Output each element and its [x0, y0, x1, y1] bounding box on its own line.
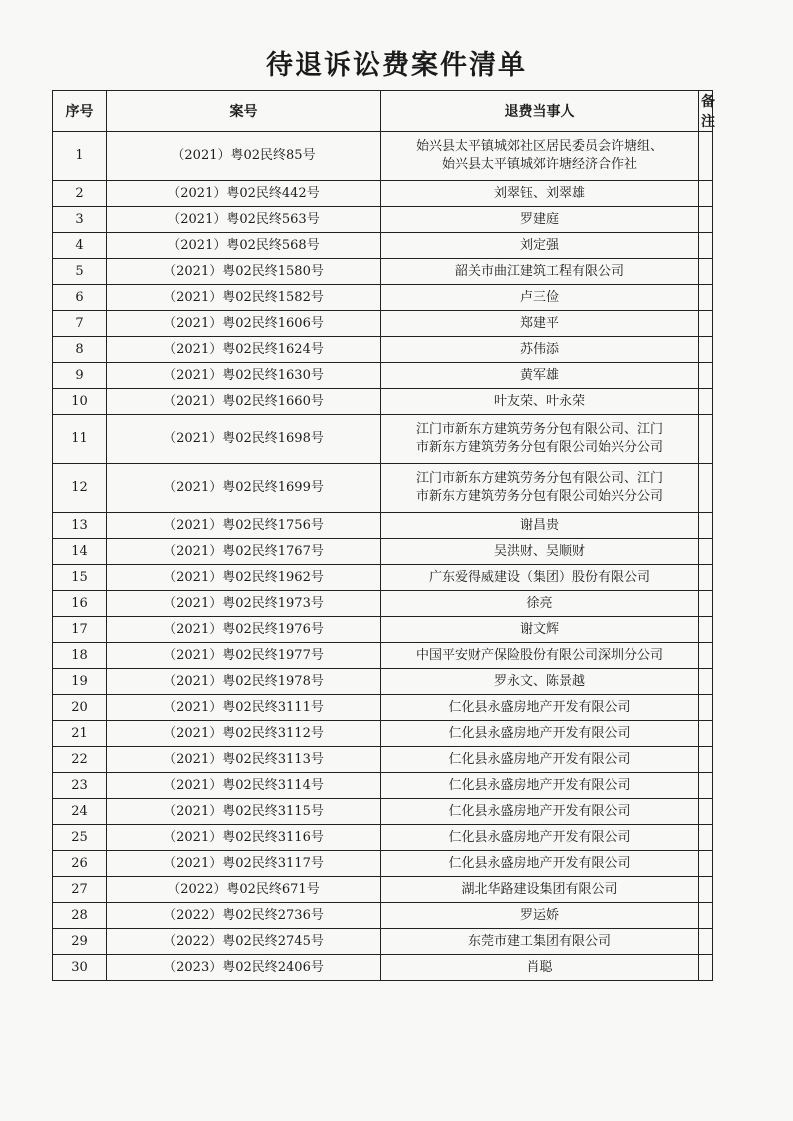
cell-remark: [699, 617, 713, 643]
cell-refund-party: [381, 643, 699, 669]
table-row: [53, 464, 713, 513]
cell-remark: [699, 929, 713, 955]
case-table: [52, 90, 713, 981]
cell-remark: [699, 513, 713, 539]
cell-remark: [699, 747, 713, 773]
cell-refund-party: [381, 903, 699, 929]
cell-seq: 16: [53, 591, 107, 617]
cell-remark: [699, 721, 713, 747]
table-row: [53, 747, 713, 773]
cell-seq: 7: [53, 311, 107, 337]
cell-case-number: （2021）粤02民终1978号: [107, 669, 381, 695]
table-row: [53, 539, 713, 565]
party-line: 中国平安财产保险股份有限公司深圳分公司: [415, 647, 663, 663]
party-line: 郑建平: [519, 315, 559, 331]
party-line: 湖北华路建设集团有限公司: [461, 881, 618, 897]
table-row: [53, 233, 713, 259]
table-row: [53, 415, 713, 464]
cell-case-number: （2021）粤02民终1582号: [107, 285, 381, 311]
cell-remark: [699, 337, 713, 363]
table-row: [53, 565, 713, 591]
cell-refund-party: [381, 747, 699, 773]
cell-remark: [699, 464, 713, 513]
cell-seq: 27: [53, 877, 107, 903]
table-row: [53, 903, 713, 929]
table-row: [53, 311, 713, 337]
cell-remark: [699, 851, 713, 877]
party-line: 肖聪: [526, 959, 553, 975]
cell-seq: 18: [53, 643, 107, 669]
cell-remark: [699, 389, 713, 415]
cell-seq: 24: [53, 799, 107, 825]
cell-seq: 12: [53, 464, 107, 513]
cell-case-number: （2021）粤02民终1976号: [107, 617, 381, 643]
cell-seq: 1: [53, 132, 107, 181]
cell-case-number: （2022）粤02民终2745号: [107, 929, 381, 955]
cell-remark: [699, 285, 713, 311]
table-row: [53, 617, 713, 643]
table-row: [53, 363, 713, 389]
cell-case-number: （2021）粤02民终3115号: [107, 799, 381, 825]
cell-remark: [699, 415, 713, 464]
table-row: [53, 643, 713, 669]
cell-case-number: （2021）粤02民终568号: [107, 233, 381, 259]
cell-case-number: （2021）粤02民终1630号: [107, 363, 381, 389]
cell-remark: [699, 181, 713, 207]
cell-remark: [699, 539, 713, 565]
cell-refund-party: [381, 389, 699, 415]
cell-refund-party: [381, 877, 699, 903]
cell-refund-party: [381, 851, 699, 877]
cell-remark: [699, 825, 713, 851]
cell-case-number: （2022）粤02民终671号: [107, 877, 381, 903]
cell-refund-party: [381, 565, 699, 591]
cell-remark: [699, 799, 713, 825]
cell-refund-party: [381, 513, 699, 539]
cell-case-number: （2021）粤02民终1977号: [107, 643, 381, 669]
table-row: [53, 721, 713, 747]
cell-refund-party: [381, 363, 699, 389]
party-line: 东莞市建工集团有限公司: [467, 933, 611, 949]
cell-seq: 30: [53, 955, 107, 981]
party-line: 仁化县永盛房地产开发有限公司: [448, 725, 631, 741]
cell-case-number: （2021）粤02民终1580号: [107, 259, 381, 285]
cell-refund-party: [381, 539, 699, 565]
cell-remark: [699, 695, 713, 721]
party-line: 始兴县太平镇城郊许塘经济合作社: [441, 157, 637, 172]
cell-refund-party: [381, 799, 699, 825]
cell-seq: 17: [53, 617, 107, 643]
cell-remark: [699, 591, 713, 617]
cell-case-number: （2021）粤02民终563号: [107, 207, 381, 233]
cell-remark: [699, 903, 713, 929]
cell-case-number: （2021）粤02民终1624号: [107, 337, 381, 363]
header-refund-party: 退费当事人: [381, 91, 699, 132]
cell-seq: 11: [53, 415, 107, 464]
cell-seq: 6: [53, 285, 107, 311]
table-body: [53, 132, 713, 981]
party-line: 罗永文、陈景越: [493, 673, 585, 689]
cell-seq: 8: [53, 337, 107, 363]
party-line: 徐亮: [526, 595, 553, 611]
party-line: 罗运娇: [519, 907, 559, 923]
cell-case-number: （2021）粤02民终1660号: [107, 389, 381, 415]
header-seq: 序号: [53, 91, 107, 132]
cell-refund-party: [381, 259, 699, 285]
table-row: [53, 259, 713, 285]
cell-refund-party: [381, 132, 699, 181]
cell-remark: [699, 233, 713, 259]
cell-case-number: （2021）粤02民终3117号: [107, 851, 381, 877]
cell-refund-party: [381, 617, 699, 643]
party-line: 黄军雄: [519, 367, 559, 383]
cell-refund-party: [381, 337, 699, 363]
cell-seq: 20: [53, 695, 107, 721]
cell-case-number: （2021）粤02民终1973号: [107, 591, 381, 617]
cell-remark: [699, 363, 713, 389]
cell-seq: 2: [53, 181, 107, 207]
cell-seq: 3: [53, 207, 107, 233]
table-row: [53, 773, 713, 799]
page-title: 待退诉讼费案件清单: [266, 50, 527, 81]
table-row: [53, 285, 713, 311]
party-line: 仁化县永盛房地产开发有限公司: [448, 803, 631, 819]
cell-seq: 9: [53, 363, 107, 389]
cell-seq: 28: [53, 903, 107, 929]
cell-case-number: （2021）粤02民终3116号: [107, 825, 381, 851]
party-line: 苏伟添: [519, 341, 559, 357]
cell-case-number: （2021）粤02民终1767号: [107, 539, 381, 565]
cell-seq: 29: [53, 929, 107, 955]
table-row: [53, 513, 713, 539]
party-line: 仁化县永盛房地产开发有限公司: [448, 699, 631, 715]
cell-case-number: （2021）粤02民终85号: [107, 132, 381, 181]
party-line: 吴洪财、吴顺财: [493, 543, 585, 559]
party-line: 始兴县太平镇城郊社区居民委员会许塘组、: [415, 139, 663, 154]
cell-seq: 4: [53, 233, 107, 259]
cell-remark: [699, 565, 713, 591]
cell-remark: [699, 773, 713, 799]
cell-seq: 25: [53, 825, 107, 851]
party-line: 江门市新东方建筑劳务分包有限公司、江门: [415, 471, 663, 486]
cell-refund-party: [381, 415, 699, 464]
cell-seq: 15: [53, 565, 107, 591]
cell-remark: [699, 311, 713, 337]
cell-case-number: （2021）粤02民终3113号: [107, 747, 381, 773]
cell-refund-party: [381, 311, 699, 337]
table-row: [53, 825, 713, 851]
header-remark: 备注: [699, 91, 713, 132]
party-line: 广东爱得威建设（集团）股份有限公司: [428, 569, 650, 585]
cell-refund-party: [381, 285, 699, 311]
header-case-number: 案号: [107, 91, 381, 132]
cell-case-number: （2021）粤02民终1962号: [107, 565, 381, 591]
cell-seq: 10: [53, 389, 107, 415]
party-line: 仁化县永盛房地产开发有限公司: [448, 829, 631, 845]
party-line: 刘定强: [519, 237, 559, 253]
cell-refund-party: [381, 591, 699, 617]
cell-remark: [699, 643, 713, 669]
party-line: 罗建庭: [519, 211, 559, 227]
table-row: [53, 181, 713, 207]
party-line: 仁化县永盛房地产开发有限公司: [448, 751, 631, 767]
party-line: 韶关市曲江建筑工程有限公司: [454, 263, 624, 279]
cell-case-number: （2021）粤02民终1606号: [107, 311, 381, 337]
table-header-row: [53, 91, 713, 132]
table-row: [53, 955, 713, 981]
cell-remark: [699, 207, 713, 233]
cell-seq: 23: [53, 773, 107, 799]
cell-refund-party: [381, 773, 699, 799]
cell-case-number: （2021）粤02民终3111号: [107, 695, 381, 721]
cell-refund-party: [381, 721, 699, 747]
cell-remark: [699, 955, 713, 981]
cell-case-number: （2022）粤02民终2736号: [107, 903, 381, 929]
cell-refund-party: [381, 929, 699, 955]
cell-refund-party: [381, 207, 699, 233]
party-line: 卢三俭: [519, 289, 559, 305]
cell-remark: [699, 259, 713, 285]
table-row: [53, 877, 713, 903]
cell-seq: 14: [53, 539, 107, 565]
cell-remark: [699, 132, 713, 181]
cell-case-number: （2021）粤02民终3112号: [107, 721, 381, 747]
table-row: [53, 669, 713, 695]
cell-refund-party: [381, 695, 699, 721]
table-row: [53, 799, 713, 825]
cell-remark: [699, 669, 713, 695]
table-row: [53, 851, 713, 877]
cell-seq: 21: [53, 721, 107, 747]
party-line: 仁化县永盛房地产开发有限公司: [448, 777, 631, 793]
table-row: [53, 132, 713, 181]
party-line: 谢文辉: [519, 621, 559, 637]
party-line: 仁化县永盛房地产开发有限公司: [448, 855, 631, 871]
party-line: 市新东方建筑劳务分包有限公司始兴分公司: [415, 440, 663, 455]
table-row: [53, 591, 713, 617]
cell-case-number: （2021）粤02民终1699号: [107, 464, 381, 513]
cell-seq: 13: [53, 513, 107, 539]
cell-remark: [699, 877, 713, 903]
cell-seq: 22: [53, 747, 107, 773]
cell-refund-party: [381, 825, 699, 851]
cell-case-number: （2021）粤02民终442号: [107, 181, 381, 207]
party-line: 江门市新东方建筑劳务分包有限公司、江门: [415, 422, 663, 437]
cell-refund-party: [381, 233, 699, 259]
cell-case-number: （2021）粤02民终1698号: [107, 415, 381, 464]
cell-refund-party: [381, 181, 699, 207]
cell-seq: 5: [53, 259, 107, 285]
cell-seq: 19: [53, 669, 107, 695]
party-line: 市新东方建筑劳务分包有限公司始兴分公司: [415, 489, 663, 504]
cell-refund-party: [381, 669, 699, 695]
cell-seq: 26: [53, 851, 107, 877]
cell-case-number: （2021）粤02民终1756号: [107, 513, 381, 539]
table-row: [53, 337, 713, 363]
party-line: 刘翠钰、刘翠雄: [493, 185, 585, 201]
cell-refund-party: [381, 955, 699, 981]
table-row: [53, 695, 713, 721]
party-line: 谢昌贵: [519, 517, 559, 533]
cell-refund-party: [381, 464, 699, 513]
table-row: [53, 389, 713, 415]
cell-case-number: （2023）粤02民终2406号: [107, 955, 381, 981]
table-row: [53, 929, 713, 955]
table-row: [53, 207, 713, 233]
cell-case-number: （2021）粤02民终3114号: [107, 773, 381, 799]
party-line: 叶友荣、叶永荣: [493, 393, 585, 409]
